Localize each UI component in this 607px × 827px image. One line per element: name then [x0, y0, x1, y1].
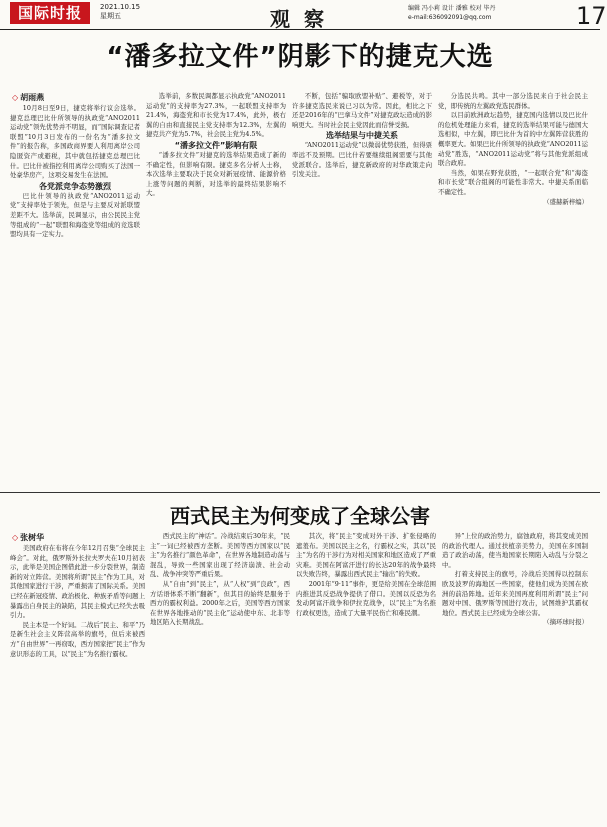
article2-headline: 西式民主为何变成了全球公害: [170, 504, 430, 528]
article2-source: （摘环球时报）: [543, 618, 588, 627]
byline-marker-icon: ◇: [12, 533, 19, 542]
subhead: 各党派竞争态势激烈: [39, 181, 111, 191]
subhead: 选举结果与中捷关系: [326, 131, 398, 141]
article2-column-1: 美国政府在布将在今年12月召集“全球民主峰会”。对此，俄罗斯外长拉夫罗夫在10月初表示，此举是美国企图借此进一步分裂世界，制造新的对立阵营。美国将所谓“民主”作为工具，对其他国家进行干涉，严重损害了国际关系。美国已经在新冠疫情、政治极化、种族矛盾等问题上暴露出自身民主的缺陷，其民主模式已经失去吸引力。 民主本是一个好词。二战后“民主、和平”乃是新生社会主义阵营高举的旗号，但后来被西方“自由世界”一再窃取，西方国家把“民主”作为意识形态的工具，以“民主”为名推行霸权。: [10, 544, 145, 658]
article1-byline: ◇ 胡雨燕: [12, 93, 45, 102]
article1-column-3: 不断，包括“骗取欧盟补贴”、避税等，对于许多捷克选民来说已习以为常。因此，相比之下还是2016年的“巴拿马文件”对捷克政坛造成的影响更大。当时社会民主党因此而信誉受损。 选举结果与中捷关系 “ANO2011运动党”以微弱优势获胜，但得票率远不及预期。巴比什若要继续组阁需要与其他党派联合。选举后，捷克新政府的对华政策走向引发关注。: [292, 92, 432, 179]
newspaper-logo: 国际时报: [10, 2, 90, 24]
article1-column-4: 分选民共鸣。其中一部分选民来自于社会民主党，即传统的左翼政党选民群体。 以目前欧洲政坛趋势，捷克国内选情以及巴比什的危机处理能力来看，捷克的选举结果可能与德国大选相似，中左翼，即巴比什为首的中左翼阵营获胜的概率更大。如果巴比什所领导的执政党“ANO2011运动党”胜选，“ANO2011运动党”将与其他党派组成联合政府。 当然，如果在野党获胜，“一起联合党”和“海盗和市长党”联合组阁的可能性非常大。中捷关系面临不确定性。 （盛赫新梓编）: [438, 92, 589, 206]
article1-column-1: 10月8日至9日，捷克将举行议会选举。捷克总理巴比什所领导的执政党“ANO2011运动党”领先优势并不明显，而“国际调查记者联盟”10月3日发布的一份名为“潘多拉文件”的报告称，多国政商界要人利用离岸公司隐匿资产或避税，其中就包括捷克总理巴比什。巴比什被指控利用离岸公司购买了法国一处豪华房产，这项交易发生在法国。 各党派竞争态势激烈 巴比什领导的执政党“ANO2011运动党”支持率处于领先，但是与主要反对派联盟差距不大。选举前，民调显示，由公民民主党等组成的“一起”联盟和海盗党等组成的竞选联盟均具有一定实力。: [10, 104, 140, 239]
page-number: 17: [576, 2, 607, 30]
article1-source: （盛赫新梓编）: [543, 197, 588, 206]
section-title: 观察: [270, 7, 338, 31]
article2-column-3: 其次，将“民主”变成对外干涉、扩张侵略的遮羞布。美国以民主之名，行霸权之实，其以“民主”为名的干涉行为对相关国家和地区造成了严重灾难。美国在阿富汗进行的长达20年的战争最终以失败告终，暴露出西式民主“输出”的失败。 2001年“9·11”事件，更是给美国在全球范围内推进其反恐战争提供了借口。美国以反恐为名发动阿富汗战争和伊拉克战争，以“民主”为名推行政权更迭，造成了大量平民伤亡和难民潮。: [296, 532, 436, 617]
article1-column-2: 选举前，多数民调都显示执政党“ANO2011运动党”的支持率为27.3%，一起联盟支持率为21.4%，海盗党和市长党为17.4%，此外，极右翼的自由和直接民主党支持率为12.3%，左翼的捷克共产党为5.7%，社会民主党为4.5%。 “潘多拉文件”影响有限 “潘多拉文件”对捷克的选举结果造成了新的不确定性，但影响有限。捷克多名分析人士称，本次选举主要取决于民众对新冠疫情、能源价格上涨等问题的判断，对选举的最终结果影响不大。: [146, 92, 286, 198]
article2-column-2: 西式民主的“神话”。冷战结束后30年来，“民主”一词已经被西方垄断。美国等西方国家以“民主”为名推行“颜色革命”，在世界各地制造动荡与混乱，导致一些国家出现了经济崩溃、社会动乱、战争冲突等严重后果。 从“自由”到“民主”，从“人权”到“良政”，西方话语体系不断“翻新”，但其目的始终是服务于西方的霸权利益。2000年之后，美国等西方国家在世界各地推动的“民主化”运动使中东、北非等地区陷入长期战乱。: [150, 532, 290, 627]
article2-byline: ◇ 张树华: [12, 533, 45, 542]
article2-column-4: 异”上位的政治势力，腐蚀政府，将其变成美国的政治代理人。通过扶植亲美势力，美国在多国制造了政治动荡，使当地国家长期陷入动乱与分裂之中。 打着支持民主的旗号，冷战后美国得以控制东欧及波罗的海地区一些国家，使他们成为美国在欧洲的前沿阵地。近年来美国再度利用所谓“民主”问题对中国、俄罗斯等国进行攻击，试图维护其霸权地位。西式民主已经成为全球公害。 （摘环球时报）: [442, 532, 588, 627]
byline-marker-icon: ◇: [12, 93, 19, 102]
issue-date: 2021.10.15 星期五: [100, 3, 141, 20]
section-divider: [0, 492, 600, 493]
editor-credits: 编辑 冯小莉 设计 潘雅 校对 毕丹 e-mail:636092091@qq.com: [408, 5, 496, 21]
article1-headline: “潘多拉文件”阴影下的捷克大选: [106, 42, 494, 72]
subhead: “潘多拉文件”影响有限: [174, 140, 258, 150]
masthead: [0, 0, 607, 31]
